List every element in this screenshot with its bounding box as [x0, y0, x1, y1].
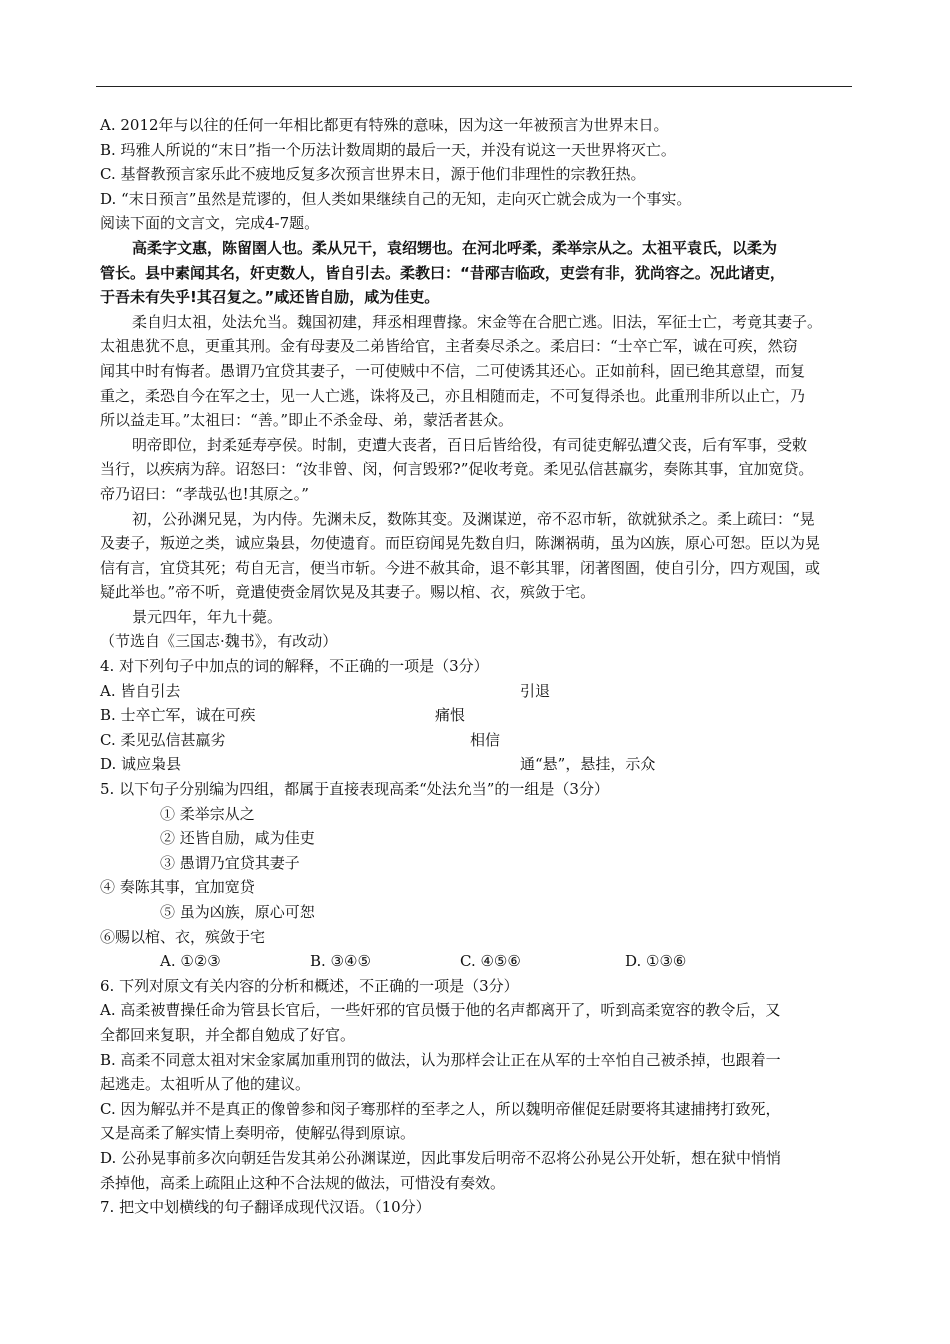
q6-option-c: C. 因为解弘并不是真正的像曾参和闵子骞那样的至孝之人，所以魏明帝催促廷尉要将其逮捕拷打致死， [100, 1099, 781, 1118]
q6-option-d-cont: 杀掉他，高柔上疏阻止这种不合法规的做法，可惜没有奏效。 [100, 1173, 506, 1192]
passage-line: 景元四年，年九十薨。 [132, 607, 283, 626]
q5-item: ① 柔举宗从之 [160, 804, 255, 823]
passage-line: 信有言，宜贷其死；苟自无言，便当市斩。今进不赦其命，退不彰其罪，闭著图圄，使自引分，四方观国，或 [100, 558, 821, 577]
passage-line: 于吾未有失乎!其召复之。”咸还皆自励，咸为佳吏。 [100, 288, 440, 307]
passage-line: 柔自归太祖，处法允当。魏国初建，拜丞相理曹掾。宋金等在合肥亡逃。旧法，军征士亡，考竟其妻子。 [132, 312, 823, 331]
q5-item: ⑥赐以棺、衣，殡敛于宅 [100, 927, 266, 946]
q3-option-d: D. “末日预言”虽然是荒谬的，但人类如果继续自己的无知，走向灭亡就会成为一个事实。 [100, 189, 692, 208]
q6-option-d: D. 公孙晃事前多次向朝廷告发其弟公孙渊谋逆，因此事发后明帝不忍将公孙晃公开处斩，想在狱中悄悄 [100, 1148, 782, 1167]
passage-line: 太祖患犹不息，更重其刑。金有母妻及二弟皆给官，主者奏尽杀之。柔启曰：“士卒亡军，诚在可疾，然窃 [100, 337, 798, 356]
q5-choices [100, 949, 852, 974]
q3-option-b: B. 玛雅人所说的“末日”指一个历法计数周期的最后一天，并没有说这一天世界将灭亡。 [100, 140, 676, 159]
q5-choice-d: D. ①③⑥ [625, 952, 687, 971]
q5-choice-c: C. ④⑤⑥ [460, 952, 521, 971]
passage-line: 当行，以疾病为辞。诏怒曰：“汝非曾、闵，何言毁邪?”促收考竟。柔见弘信甚羸劣，奏陈其事，宜加宽贷。 [100, 460, 814, 479]
q5-item: ② 还皆自励，咸为佳吏 [160, 829, 315, 848]
q4-c-sentence: C. 柔见弘信甚羸劣 [100, 730, 226, 749]
q3-option-c: C. 基督教预言家乐此不疲地反复多次预言世界末日，源于他们非理性的宗教狂热。 [100, 165, 646, 184]
q6-option-a: A. 高柔被曹操任命为管县长官后，一些奸邪的官员慑于他的名声都离开了，听到高柔宽容的教令后，又 [100, 1001, 781, 1020]
q5-choice-b: B. ③④⑤ [310, 952, 371, 971]
q4-option-a [100, 679, 852, 704]
q6-option-b: B. 高柔不同意太祖对宋金家属加重刑罚的做法，认为那样会让正在从军的士卒怕自己被杀掉，也跟着一 [100, 1050, 781, 1069]
q4-b-gloss: 痛恨 [435, 706, 466, 725]
passage-line: 管长。县中素闻其名，奸吏数人，皆自引去。柔教曰：“昔邴吉临政，吏尝有非，犹尚容之。况此诸吏， [100, 263, 785, 282]
passage-line: 疑此举也。”帝不听，竟遣使赍金屑饮晃及其妻子。赐以棺、衣，殡敛于宅。 [100, 583, 596, 602]
q4-b-sentence: B. 士卒亡军，诚在可疾 [100, 706, 256, 725]
q4-stem: 4. 对下列句子中加点的词的解释，不正确的一项是（3分） [100, 657, 489, 676]
q3-option-a: A. 2012年与以往的任何一年相比都更有特殊的意味，因为这一年被预言为世界末日。 [100, 116, 669, 134]
source-note: （节选自《三国志·魏书》，有改动） [100, 632, 338, 651]
q4-c-gloss: 相信 [470, 730, 501, 749]
exam-page [100, 113, 852, 1220]
reading-intro: 阅读下面的文言文，完成4-7题。 [100, 214, 320, 233]
q4-a-sentence: A. 皆自引去 [100, 681, 181, 700]
passage-line: 及妻子，叛逆之类，诚应枭县，勿使遗育。而臣窃闻晃先数自归，陈渊祸萌，虽为凶族，原心可恕。臣以为晃 [100, 534, 821, 553]
passage-line: 高柔字文惠，陈留圉人也。柔从兄干，袁绍甥也。在河北呼柔，柔举宗从之。太祖平袁氏，以柔为 [132, 238, 778, 257]
q4-d-gloss: 通“悬”，悬挂，示众 [520, 755, 656, 774]
q6-stem: 6. 下列对原文有关内容的分析和概述，不正确的一项是（3分） [100, 976, 519, 995]
q5-item: ④ 奏陈其事，宜加宽贷 [100, 878, 255, 897]
passage-line: 明帝即位，封柔延寿亭侯。时制，吏遭大丧者，百日后皆给役，有司徒吏解弘遭父丧，后有军事，受敕 [132, 435, 808, 454]
q4-d-sentence: D. 诚应枭县 [100, 755, 182, 774]
q4-option-b [100, 703, 852, 728]
passage-line: 初，公孙渊兄晃，为内侍。先渊未反，数陈其变。及渊谋逆，帝不忍市斩，欲就狱杀之。柔上疏曰：“晃 [132, 509, 815, 528]
q7-stem: 7. 把文中划横线的句子翻译成现代汉语。（10分） [100, 1198, 431, 1217]
passage-line: 闻其中时有悔者。愚谓乃宜贷其妻子，一可使贼中不信，二可使诱其还心。正如前科，固已绝其意望，而复 [100, 361, 806, 380]
q4-option-d [100, 752, 852, 777]
passage-line: 所以益走耳。”太祖曰：“善。”即止不杀金母、弟，蒙活者甚众。 [100, 411, 514, 430]
q5-stem: 5. 以下句子分别编为四组，都属于直接表现高柔“处法允当”的一组是（3分） [100, 780, 609, 799]
q4-a-gloss: 引退 [520, 681, 551, 700]
q5-item: ③ 愚谓乃宜贷其妻子 [160, 853, 300, 872]
header-rule [96, 86, 852, 87]
q5-choice-a: A. ①②③ [160, 952, 221, 971]
passage-line: 帝乃诏曰：“孝哉弘也!其原之。” [100, 484, 309, 503]
q6-option-a-cont: 全都回来复职，并全都自勉成了好官。 [100, 1025, 356, 1044]
q5-item: ⑤ 虽为凶族，原心可恕 [160, 903, 315, 921]
q6-option-c-cont: 又是高柔了解实情上奏明帝，使解弘得到原谅。 [100, 1124, 416, 1143]
passage-line: 重之，柔恐自今在军之士，见一人亡逃，诛将及己，亦且相随而走，不可复得杀也。此重刑非所以止亡，乃 [100, 386, 806, 405]
q4-option-c [100, 728, 852, 753]
q6-option-b-cont: 起逃走。太祖听从了他的建议。 [100, 1075, 311, 1094]
